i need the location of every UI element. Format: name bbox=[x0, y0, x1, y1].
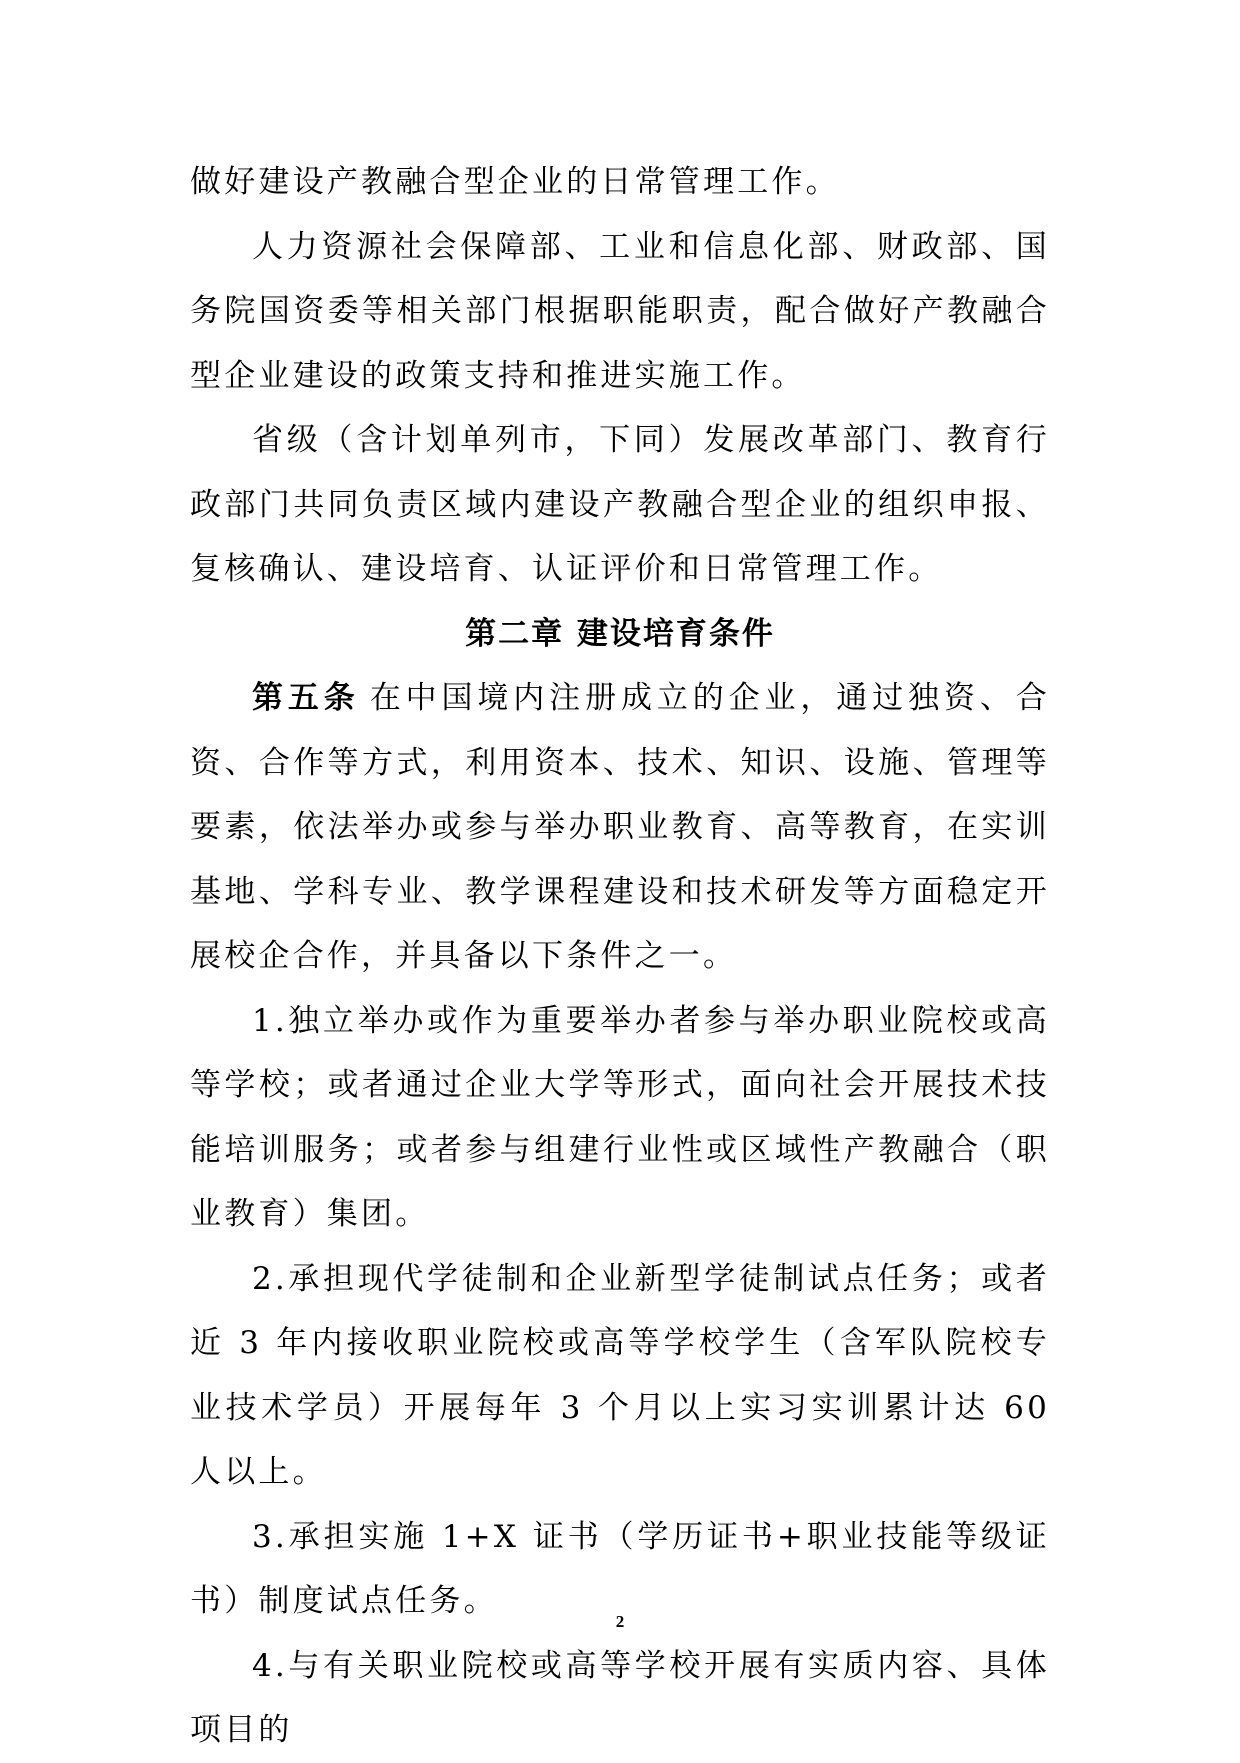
paragraph-continuation: 做好建设产教融合型企业的日常管理工作。 bbox=[190, 164, 840, 200]
condition-item: 3.承担实施 1+X 证书（学历证书+职业技能等级证书）制度试点任务。 bbox=[190, 1518, 1050, 1619]
paragraph-ministries: 人力资源社会保障部、工业和信息化部、财政部、国务院国资委等相关部门根据职能职责，配合做好产教融合型企业建设的政策支持和推进实施工作。 bbox=[190, 228, 1050, 394]
document-page bbox=[190, 150, 1050, 1763]
condition-item: 2.承担现代学徒制和企业新型学徒制试点任务；或者近 3 年内接收职业院校或高等学校学生（含军队院校专业技术学员）开展每年 3 个月以上实习实训累计达 60 人以上。 bbox=[190, 1260, 1050, 1490]
paragraph-provincial: 省级（含计划单列市，下同）发展改革部门、教育行政部门共同负责区域内建设产教融合型企业的组织申报、复核确认、建设培育、认证评价和日常管理工作。 bbox=[190, 422, 1050, 587]
article-5 bbox=[190, 666, 1050, 989]
article-text: 在中国境内注册成立的企业，通过独资、合资、合作等方式，利用资本、技术、知识、设施、管理等要素，依法举办或参与举办职业教育、高等教育，在实训基地、学科专业、教学课程建设和技术研发等方面稳定开展校企合作，并具备以下条件之一。 bbox=[190, 680, 1050, 974]
condition-item: 1.独立举办或作为重要举办者参与举办职业院校或高等学校；或者通过企业大学等形式，面向社会开展技术技能培训服务；或者参与组建行业性或区域性产教融合（职业教育）集团。 bbox=[190, 1002, 1050, 1232]
chapter-heading: 第二章 建设培育条件 bbox=[465, 615, 775, 652]
page-number: 2 bbox=[615, 1612, 625, 1631]
condition-item: 4.与有关职业院校或高等学校开展有实质内容、具体项目的 bbox=[190, 1647, 1050, 1748]
article-label: 第五条 bbox=[252, 680, 360, 716]
